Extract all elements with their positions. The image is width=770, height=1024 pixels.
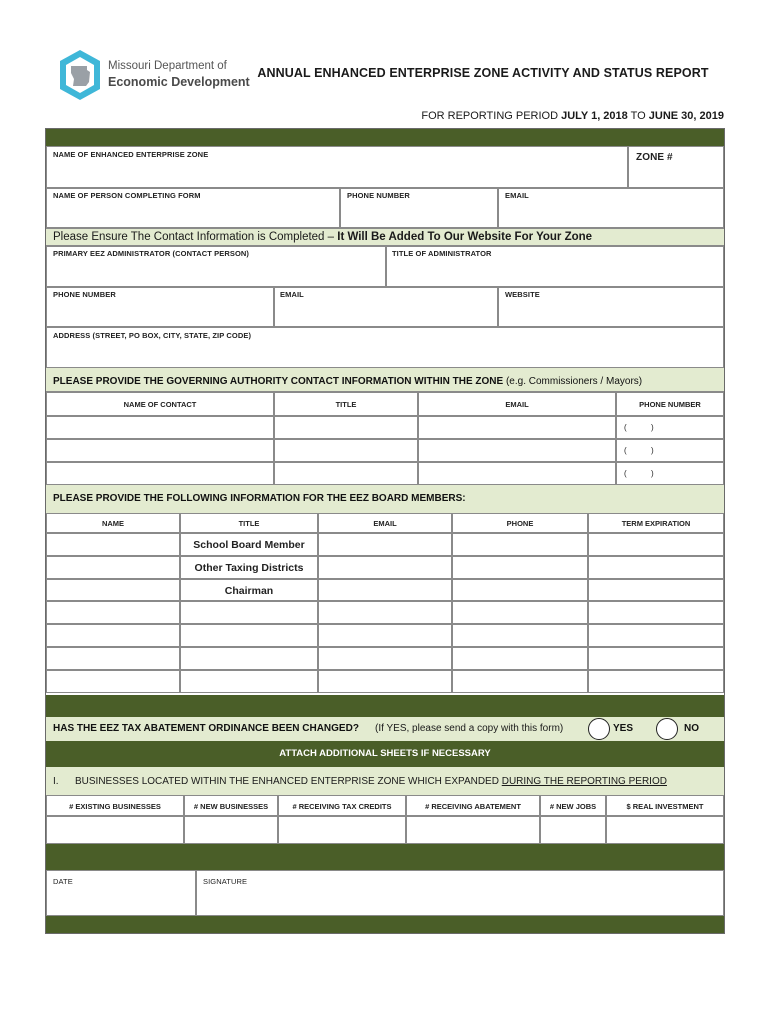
table-cell[interactable] (318, 670, 452, 693)
table-cell[interactable] (318, 556, 452, 579)
page-title: ANNUAL ENHANCED ENTERPRISE ZONE ACTIVITY AND STATUS REPORT (257, 66, 709, 80)
table-cell[interactable] (418, 439, 616, 462)
table-cell[interactable] (588, 533, 724, 556)
column-header: EMAIL (373, 519, 397, 528)
table-cell[interactable] (274, 416, 418, 439)
table-cell[interactable] (46, 439, 274, 462)
board-member-title: Other Taxing Districts (194, 561, 304, 574)
table-cell[interactable] (588, 601, 724, 624)
governing-heading-plain: (e.g. Commissioners / Mayors) (505, 376, 643, 387)
phone-paren-close: ) (651, 469, 654, 478)
table-cell[interactable] (278, 816, 406, 844)
period-start: JULY 1, 2018 (561, 110, 628, 122)
period-mid: TO (627, 110, 649, 122)
yes-label: YES (613, 723, 634, 734)
zone-number-label: ZONE # (636, 152, 673, 163)
column-header: NAME OF CONTACT (123, 400, 197, 409)
table-cell[interactable] (46, 647, 180, 670)
table-cell[interactable] (46, 556, 180, 579)
governing-heading-bold: PLEASE PROVIDE THE GOVERNING AUTHORITY CONTACT INFORMATION WITHIN THE ZONE (53, 376, 506, 387)
column-header: # EXISTING BUSINESSES (69, 802, 161, 811)
table-cell[interactable] (616, 462, 724, 485)
table-cell[interactable] (616, 439, 724, 462)
table-cell[interactable] (46, 601, 180, 624)
table-cell[interactable] (318, 624, 452, 647)
zone-name-label: NAME OF ENHANCED ENTERPRISE ZONE (53, 150, 209, 159)
period-end: JUNE 30, 2019 (648, 110, 724, 122)
person-phone-label: PHONE NUMBER (347, 191, 410, 200)
table-cell[interactable] (318, 601, 452, 624)
table-cell[interactable] (540, 816, 606, 844)
board-member-title: School Board Member (193, 539, 305, 551)
person-email-field[interactable] (498, 188, 724, 228)
table-cell[interactable] (318, 647, 452, 670)
table-cell[interactable] (46, 670, 180, 693)
table-cell[interactable] (452, 647, 588, 670)
governing-heading (53, 376, 642, 387)
table-cell[interactable] (588, 579, 724, 602)
table-cell[interactable] (452, 624, 588, 647)
admin-title-label: TITLE OF ADMINISTRATOR (392, 249, 492, 258)
no-radio[interactable] (656, 718, 678, 740)
table-cell[interactable] (588, 670, 724, 693)
table-cell[interactable] (606, 816, 724, 844)
column-header: TERM EXPIRATION (621, 519, 691, 528)
yes-radio[interactable] (588, 718, 610, 740)
table-cell[interactable] (452, 601, 588, 624)
phone-paren-open: ( (624, 423, 627, 432)
attach-note: ATTACH ADDITIONAL SHEETS IF NECESSARY (279, 748, 491, 759)
table-cell[interactable] (588, 624, 724, 647)
column-header: TITLE (238, 519, 260, 528)
person-name-label: NAME OF PERSON COMPLETING FORM (53, 191, 201, 200)
table-cell[interactable] (452, 579, 588, 602)
column-header: TITLE (335, 400, 357, 409)
admin-email-label: EMAIL (280, 290, 304, 299)
person-email-label: EMAIL (505, 191, 529, 200)
section-bar (46, 695, 724, 717)
admin-address-label: ADDRESS (STREET, PO BOX, CITY, STATE, ZIP CODE) (53, 331, 252, 340)
table-cell[interactable] (616, 416, 724, 439)
column-header: NAME (101, 519, 125, 528)
contact-note-plain: Please Ensure The Contact Information is Completed – (53, 231, 338, 243)
table-cell[interactable] (588, 556, 724, 579)
admin-name-label: PRIMARY EEZ ADMINISTRATOR (CONTACT PERSON) (53, 249, 250, 258)
signature-label: SIGNATURE (203, 877, 248, 886)
admin-website-label: WEBSITE (505, 290, 540, 299)
table-cell[interactable] (452, 556, 588, 579)
ordinance-question: HAS THE EEZ TAX ABATEMENT ORDINANCE BEEN CHANGED? (53, 723, 359, 734)
table-cell[interactable] (452, 670, 588, 693)
no-label: NO (684, 723, 699, 734)
table-cell[interactable] (406, 816, 540, 844)
column-header: # RECEIVING ABATEMENT (425, 802, 521, 811)
table-cell[interactable] (318, 533, 452, 556)
table-cell[interactable] (46, 462, 274, 485)
board-member-title: Chairman (224, 584, 274, 597)
phone-paren-close: ) (651, 423, 654, 432)
businesses-numeral: I. (53, 776, 59, 787)
table-cell[interactable] (46, 533, 180, 556)
businesses-heading (75, 776, 667, 787)
table-cell[interactable] (180, 624, 318, 647)
table-cell[interactable] (184, 816, 278, 844)
logo-line1: Missouri Department of (108, 60, 227, 72)
admin-phone-label: PHONE NUMBER (53, 290, 116, 299)
table-cell[interactable] (46, 816, 184, 844)
table-cell[interactable] (46, 624, 180, 647)
table-cell[interactable] (274, 439, 418, 462)
column-header: EMAIL (505, 400, 529, 409)
section-bar (46, 844, 724, 870)
table-cell[interactable] (180, 601, 318, 624)
table-cell[interactable] (180, 670, 318, 693)
table-cell[interactable] (588, 647, 724, 670)
table-cell[interactable] (274, 462, 418, 485)
column-header: # NEW BUSINESSES (193, 802, 269, 811)
table-cell[interactable] (46, 579, 180, 602)
period-prefix: FOR REPORTING PERIOD (421, 110, 562, 122)
section-bar (46, 129, 724, 146)
column-header: $ REAL INVESTMENT (626, 802, 704, 811)
table-cell[interactable] (180, 647, 318, 670)
businesses-heading-underline: DURING THE REPORTING PERIOD (501, 776, 667, 787)
date-label: DATE (53, 877, 73, 886)
contact-note (53, 231, 592, 243)
table-cell[interactable] (46, 416, 274, 439)
ordinance-note: (If YES, please send a copy with this form) (375, 723, 564, 734)
phone-paren-open: ( (624, 469, 627, 478)
businesses-heading-plain: BUSINESSES LOCATED WITHIN THE ENHANCED ENTERPRISE ZONE WHICH EXPANDED (75, 776, 502, 787)
table-cell[interactable] (418, 416, 616, 439)
phone-paren-open: ( (624, 446, 627, 455)
column-header: PHONE NUMBER (639, 400, 701, 409)
phone-paren-close: ) (651, 446, 654, 455)
board-heading: PLEASE PROVIDE THE FOLLOWING INFORMATION FOR THE EEZ BOARD MEMBERS: (53, 493, 466, 504)
table-cell[interactable] (452, 533, 588, 556)
contact-note-bold: It Will Be Added To Our Website For Your Zone (337, 231, 593, 243)
table-cell[interactable] (418, 462, 616, 485)
table-cell[interactable] (318, 579, 452, 602)
logo-line2: Economic Development (108, 75, 250, 89)
reporting-period (421, 110, 724, 122)
section-bar (46, 916, 724, 933)
admin-email-field[interactable] (274, 287, 498, 327)
column-header: # RECEIVING TAX CREDITS (292, 802, 392, 811)
column-header: PHONE (506, 519, 534, 528)
column-header: # NEW JOBS (549, 802, 597, 811)
signature-field[interactable] (196, 870, 724, 916)
